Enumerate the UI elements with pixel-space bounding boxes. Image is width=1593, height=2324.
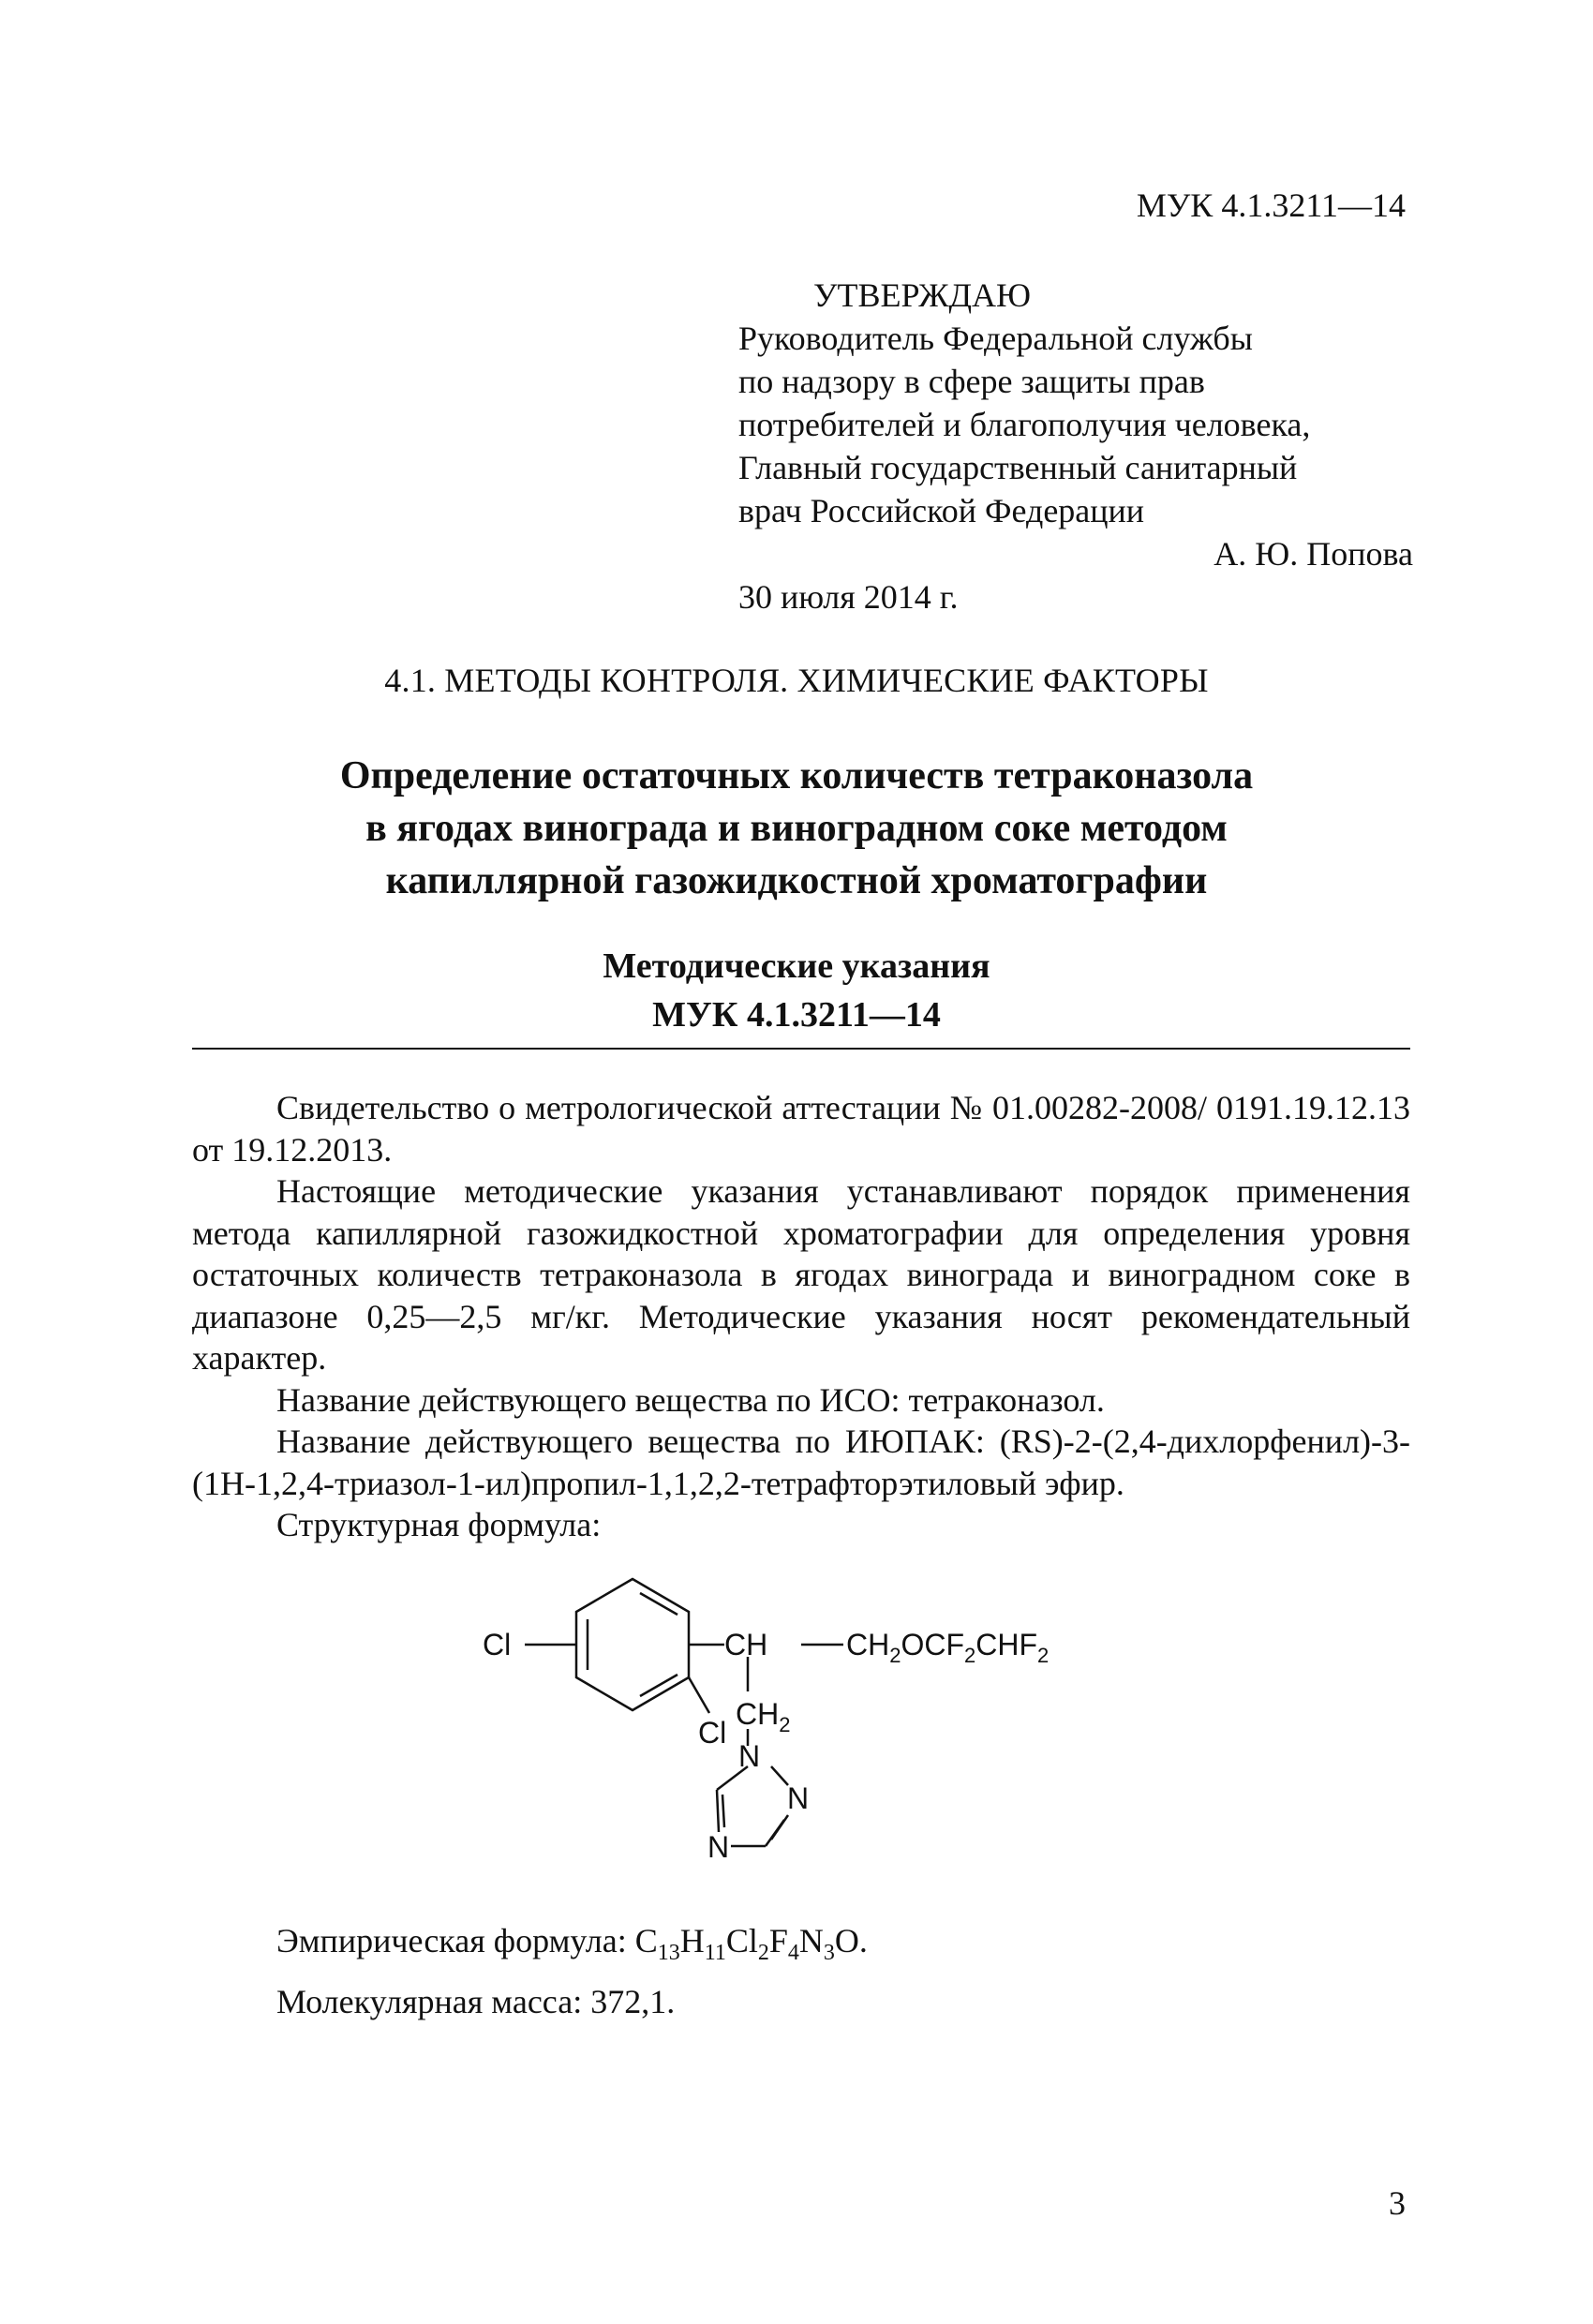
title-line: в ягодах винограда и виноградном соке методом	[365, 807, 1228, 850]
scope-paragraph: Настоящие методические указания устанавливают порядок применения метода капиллярной газожидкостной хроматографии для определения уровня остаточных количеств тетраконазола в ягодах винограда и виноградном соке в диапазоне 0,25—2,5 мг/кг. Методические указания носят рекомендательный характер.	[192, 1172, 1410, 1377]
approval-signer: А. Ю. Попова	[1213, 535, 1413, 573]
approval-position-line: по надзору в сфере защиты прав	[738, 363, 1205, 400]
subtitle-line: Методические указания	[603, 946, 990, 986]
cl-bottom-bond	[689, 1677, 709, 1713]
cl-bottom-label: Cl	[698, 1716, 727, 1750]
iupac-name-paragraph: Название действующего вещества по ИЮПАК: (RS)-2-(2,4-дихлорфенил)-3-(1H-1,2,4-триазол-1-ил)пропил-1,1,2,2-тетрафторэтиловый эфир.	[192, 1423, 1410, 1502]
cl-left-label: Cl	[483, 1628, 512, 1661]
approval-position-line: Руководитель Федеральной службы	[738, 320, 1253, 357]
title-line: капиллярной газожидкостной хроматографии	[385, 859, 1208, 902]
empirical-formula-value: $C_{13}H_{11}Cl_2F_4N_3O$.	[634, 1922, 868, 1966]
empirical-formula-line	[276, 1916, 868, 1977]
triazole-n4-label: N	[707, 1830, 730, 1864]
page-number: 3	[1389, 2184, 1406, 2222]
tetraconazole-structure	[473, 1556, 1148, 1874]
structural-formula-label: Структурная формула:	[276, 1506, 602, 1543]
empirical-formula-label: Эмпирическая формула:	[276, 1922, 635, 1959]
chain-label: $CH_2OCF_2CHF_2$	[846, 1628, 1050, 1667]
approval-position-line: Главный государственный санитарный	[738, 449, 1298, 486]
ch2-label: $CH_2$	[736, 1697, 791, 1736]
approval-position-line: врач Российской Федерации	[738, 492, 1145, 529]
title-line: Определение остаточных количеств тетраконазола	[339, 754, 1254, 797]
approval-position-line: потребителей и благополучия человека,	[738, 406, 1311, 443]
document-code-header: МУК 4.1.3211—14	[1136, 186, 1406, 224]
title-divider	[192, 1048, 1410, 1050]
document-title	[0, 750, 1593, 907]
ch-label: CH	[724, 1628, 768, 1661]
triazole-n2-label: N	[787, 1781, 810, 1815]
triazole-n1-label: N	[738, 1739, 761, 1773]
structural-formula	[473, 1556, 1148, 1874]
document-subtitle	[0, 942, 1593, 1039]
approval-block	[738, 274, 1413, 618]
benzene-ring	[576, 1579, 689, 1710]
subtitle-line: МУК 4.1.3211—14	[652, 995, 941, 1035]
approval-stamp: УТВЕРЖДАЮ	[813, 276, 1032, 314]
section-heading: 4.1. МЕТОДЫ КОНТРОЛЯ. ХИМИЧЕСКИЕ ФАКТОРЫ	[384, 662, 1209, 699]
body-text	[192, 1087, 1410, 1546]
molar-mass-line: Молекулярная масса: 372,1.	[276, 1983, 676, 2021]
iso-name-paragraph: Название действующего вещества по ИСО: тетраконазол.	[276, 1380, 1105, 1419]
compound-properties	[276, 1916, 868, 2026]
approval-date: 30 июля 2014 г.	[738, 578, 959, 616]
certificate-paragraph: Свидетельство о метрологической аттестации № 01.00282-2008/ 0191.19.12.13 от 19.12.2013.	[192, 1089, 1410, 1169]
